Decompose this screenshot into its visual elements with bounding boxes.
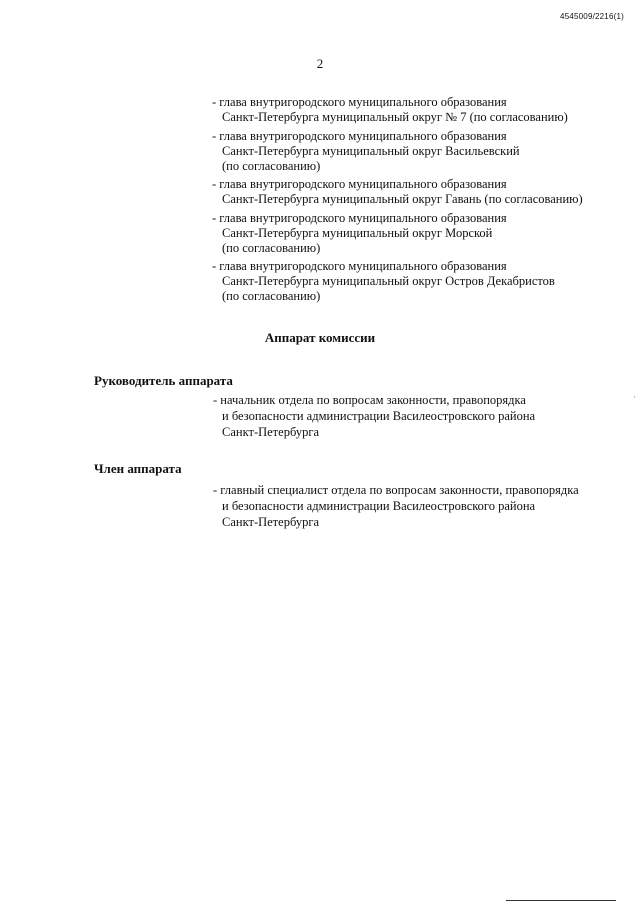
member-line: - глава внутригородского муниципального образования (212, 210, 507, 225)
scan-mark: · (633, 392, 636, 402)
member-line: Санкт-Петербурга муниципальный округ Морской (222, 225, 493, 240)
member-item (212, 177, 622, 207)
document-id: 4545009/2216(1) (560, 12, 624, 21)
apparatus-member-role: Член аппарата (94, 461, 182, 476)
member-line: Санкт-Петербурга муниципальный округ № 7 (по согласованию) (222, 110, 568, 124)
member-item (212, 259, 622, 304)
description-line: - начальник отдела по вопросам законности, правопорядка (213, 393, 526, 407)
member-line: Санкт-Петербурга муниципальный округ Васильевский (222, 143, 520, 158)
member-line: (по согласованию) (222, 240, 321, 255)
member-line: Санкт-Петербурга муниципальный округ Гавань (по согласованию) (222, 192, 583, 206)
commission-member-list (212, 95, 622, 308)
member-item (212, 95, 622, 125)
apparatus-member-description (213, 482, 579, 530)
member-line: Санкт-Петербурга муниципальный округ Остров Декабристов (222, 274, 555, 288)
member-line: - глава внутригородского муниципального образования (212, 177, 507, 191)
member-line: (по согласованию) (222, 158, 321, 173)
member-item (212, 211, 622, 256)
bottom-rule (506, 900, 616, 901)
page-number: 2 (316, 56, 324, 71)
member-line: (по согласованию) (222, 289, 321, 303)
description-line: и безопасности администрации Василеостровского района (222, 499, 536, 513)
apparatus-head-description (213, 392, 535, 440)
apparatus-section-title: Аппарат комиссии (264, 330, 376, 345)
description-line: - главный специалист отдела по вопросам законности, правопорядка (213, 483, 579, 497)
description-line: и безопасности администрации Василеостровского района (222, 409, 536, 423)
description-line: Санкт-Петербурга (222, 515, 320, 529)
member-line: - глава внутригородского муниципального образования (212, 95, 507, 109)
member-line: - глава внутригородского муниципального образования (212, 259, 507, 273)
apparatus-head-role: Руководитель аппарата (94, 373, 233, 388)
member-item (212, 129, 622, 174)
member-line: - глава внутригородского муниципального образования (212, 128, 507, 143)
description-line: Санкт-Петербурга (222, 425, 320, 439)
